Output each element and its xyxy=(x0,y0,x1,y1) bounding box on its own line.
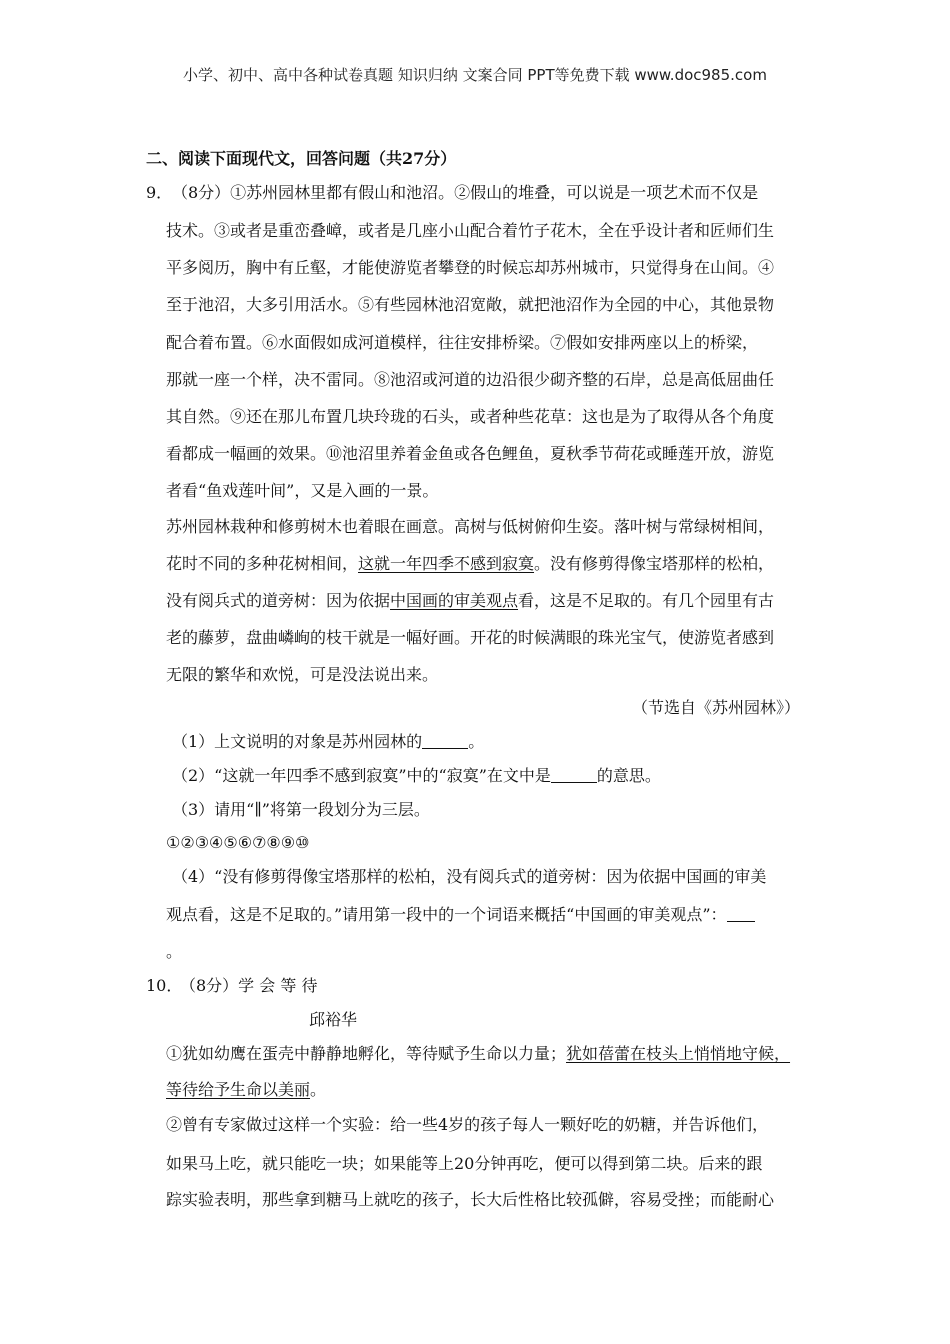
question-text: （2）“这就一年四季不感到寂寞”中的“寂寞”在文中是 xyxy=(172,766,551,785)
answer-blank[interactable] xyxy=(422,732,468,749)
q9-para2-line: 老的藤萝，盘曲嶙峋的枝干就是一幅好画。开花的时候满眼的珠光宝气，使游览者感到 xyxy=(166,628,775,647)
q9-para2-line: 苏州园林栽种和修剪树木也着眼在画意。高树与低树俯仰生姿。落叶树与常绿树相间， xyxy=(166,517,775,536)
sub-question-4-cont xyxy=(166,904,755,926)
sub-question-3: （3）请用“∥”将第一段划分为三层。 xyxy=(172,800,430,819)
q10-title: （8分）学 会 等 待 xyxy=(180,976,318,995)
page-header: 小学、初中、高中各种试卷真题 知识归纳 文案合同 PPT等免费下载 www.doc985.com xyxy=(183,66,767,84)
q9-text-line: 技术。③或者是重峦叠嶂，或者是几座小山配合着竹子花木，全在乎设计者和匠师们生 xyxy=(166,221,775,240)
q10-para2-line: 踪实验表明，那些拿到糖马上就吃的孩子，长大后性格比较孤僻，容易受挫；而能耐心 xyxy=(166,1190,775,1209)
text-segment: ①犹如幼鹰在蛋壳中静静地孵化，等待赋予生命以力量； xyxy=(166,1044,567,1063)
section-title: 二、阅读下面现代文，回答问题（共27分） xyxy=(146,149,457,168)
q9-text-line: 那就一座一个样，决不雷同。⑧池沼或河道的边沿很少砌齐整的石岸，总是高低屈曲任 xyxy=(166,370,775,389)
sub-question-1 xyxy=(172,731,484,753)
underlined-phrase: 中国画的审美观点 xyxy=(390,591,519,610)
text-segment: 没有阅兵式的道旁树：因为依据 xyxy=(166,591,391,610)
circled-numbers: ①②③④⑤⑥⑦⑧⑨⑩ xyxy=(166,833,310,852)
q9-para2-line xyxy=(166,553,774,575)
q9-text-line: 至于池沼，大多引用活水。⑤有些园林池沼宽敞，就把池沼作为全园的中心，其他景物 xyxy=(166,295,775,314)
q10-para1-line xyxy=(166,1043,790,1065)
source-citation: （节选自《苏州园林》） xyxy=(632,698,801,717)
sub-question-4: （4）“没有修剪得像宝塔那样的松柏，没有阅兵式的道旁树：因为依据中国画的审美 xyxy=(172,867,767,886)
question-text: （1）上文说明的对象是苏州园林的 xyxy=(172,732,423,751)
underlined-phrase: 等待给予生命以美丽 xyxy=(166,1080,311,1099)
sub-question-2 xyxy=(172,765,661,787)
q9-para2-line xyxy=(166,590,774,612)
answer-blank[interactable] xyxy=(727,905,755,922)
q9-text-line: 者看“鱼戏莲叶间”，又是入画的一景。 xyxy=(166,481,439,500)
sub-question-4-end: 。 xyxy=(166,942,183,961)
question-10-number: 10． xyxy=(146,976,183,995)
question-text: 。 xyxy=(468,732,485,751)
answer-blank[interactable] xyxy=(551,766,597,783)
underlined-phrase: 这就一年四季不感到寂寞 xyxy=(358,554,535,573)
question-text: 的意思。 xyxy=(596,766,661,785)
text-segment: 花时不同的多种花树相间， xyxy=(166,554,359,573)
underlined-phrase: 犹如蓓蕾在枝头上悄悄地守候， xyxy=(566,1044,791,1063)
q9-text-line: 其自然。⑨还在那儿布置几块玲珑的石头，或者种些花草：这也是为了取得从各个角度 xyxy=(166,407,775,426)
question-text: 观点看，这是不足取的。”请用第一段中的一个词语来概括“中国画的审美观点”： xyxy=(166,905,727,924)
text-segment: 。 xyxy=(310,1080,327,1099)
text-segment: 看，这是不足取的。有几个园里有古 xyxy=(518,591,775,610)
text-segment: 。没有修剪得像宝塔那样的松柏， xyxy=(534,554,775,573)
q9-para2-line: 无限的繁华和欢悦，可是没法说出来。 xyxy=(166,665,439,684)
q10-para1-line xyxy=(166,1079,326,1101)
q10-para2-line: ②曾有专家做过这样一个实验：给一些4岁的孩子每人一颗好吃的奶糖，并告诉他们， xyxy=(166,1115,769,1134)
q9-text-line: 看都成一幅画的效果。⑩池沼里养着金鱼或各色鲤鱼，夏秋季节荷花或睡莲开放，游览 xyxy=(166,444,775,463)
q10-para2-line: 如果马上吃，就只能吃一块；如果能等上20分钟再吃，便可以得到第二块。后来的跟 xyxy=(166,1154,763,1173)
q9-text-line: 配合着布置。⑥水面假如成河道模样，往往安排桥梁。⑦假如安排两座以上的桥梁， xyxy=(166,333,759,352)
q9-text-line: （8分）①苏州园林里都有假山和池沼。②假山的堆叠，可以说是一项艺术而不仅是 xyxy=(172,183,759,202)
q10-author: 邱裕华 xyxy=(309,1010,358,1029)
q9-text-line: 平多阅历，胸中有丘壑，才能使游览者攀登的时候忘却苏州城市，只觉得身在山间。④ xyxy=(166,258,775,277)
question-9-number: 9． xyxy=(146,183,173,202)
